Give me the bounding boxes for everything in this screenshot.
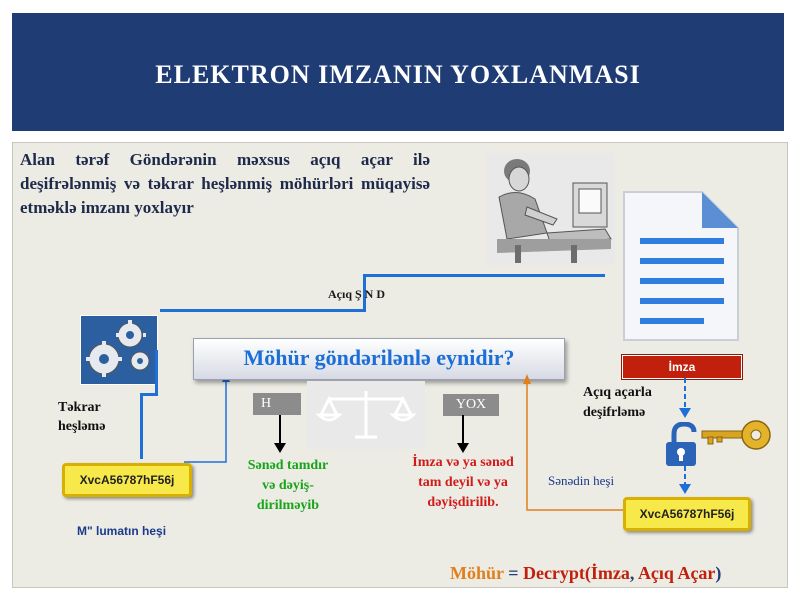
gears-icon bbox=[80, 315, 158, 385]
no-result-label: İmza vә ya sәnәd tam deyil vә ya dәyişdirilib. bbox=[412, 455, 514, 510]
page-title: ELEKTRON IMZANIN YOXLANMASI bbox=[155, 60, 641, 89]
yes-box: H bbox=[253, 393, 301, 415]
unlocked-padlock-icon bbox=[664, 422, 704, 468]
rehash-label bbox=[58, 398, 128, 436]
formula-fn: Decrypt(İmza bbox=[522, 563, 630, 583]
signature-to-lock-arrow bbox=[677, 378, 693, 422]
question-text: Möhür göndәrilәnlә eynidir? bbox=[243, 345, 515, 370]
rehash-label-text: Tәkrar heşlәmә bbox=[58, 400, 106, 434]
yes-result-text bbox=[243, 456, 333, 516]
description-text: Alan tәrәf Göndәrәnin mәxsus açıq açar ilә deşifrәlәnmiş vә tәkrar heşlәnmiş möhürlәri müqayisә etmәklә imzanı yoxlayır bbox=[20, 150, 430, 217]
formula-eq: = bbox=[503, 563, 523, 583]
connector-to-left-hash bbox=[140, 393, 143, 459]
document-icon bbox=[618, 186, 744, 346]
yes-arrow bbox=[272, 415, 288, 455]
yes-result-label: Sәnәd tamdır vә dәyiş- dirilmәyib bbox=[247, 458, 329, 513]
connector-gears-down bbox=[155, 350, 158, 395]
lock-to-hash-arrow bbox=[677, 466, 693, 496]
formula bbox=[450, 563, 721, 584]
formula-lhs: Möhür bbox=[450, 563, 504, 583]
right-hash-box: XvcA56787hF56j bbox=[623, 497, 751, 531]
key-icon bbox=[700, 418, 774, 452]
connector-top-horizontal bbox=[363, 274, 605, 277]
left-hash-box: XvcA56787hF56j bbox=[62, 463, 192, 497]
decrypt-label-text: Açıq açarla deşifrlәmә bbox=[583, 385, 652, 420]
connector-hash-to-banner bbox=[180, 370, 240, 470]
no-box: YOX bbox=[443, 394, 499, 416]
signature-box: İmza bbox=[622, 355, 742, 379]
no-result-text bbox=[410, 453, 516, 513]
message-hash-label: M" lumatın heşi bbox=[77, 524, 167, 538]
scales-icon bbox=[307, 381, 425, 449]
no-arrow bbox=[455, 415, 471, 455]
question-banner bbox=[193, 338, 565, 380]
document-hash-label: Sәnәdin heşi bbox=[548, 473, 615, 488]
formula-arg: Açıq Açar bbox=[637, 563, 716, 583]
connector-mid-horizontal bbox=[160, 309, 366, 312]
public-key-label: Açıq Ş N D bbox=[328, 287, 386, 301]
formula-comma: , bbox=[629, 563, 638, 583]
person-at-computer-icon bbox=[487, 153, 615, 265]
formula-close: ) bbox=[715, 563, 722, 583]
